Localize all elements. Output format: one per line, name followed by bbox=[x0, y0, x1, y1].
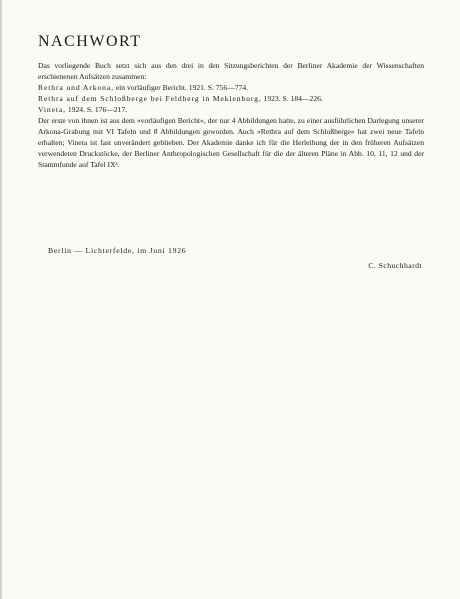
intro-paragraph: Das vorliegende Buch setzt sich aus den drei in den Sitzungsberichten der Berliner Akademie der Wissenschaften erschienenen Aufsätzen zusammen: bbox=[38, 61, 424, 81]
entry-rethra-schlossberg bbox=[38, 93, 424, 104]
entry-title: Rethra und Arkona, bbox=[38, 83, 114, 92]
entry-title: Rethra auf dem Schloßberge bei Feldberg in Meklenburg, bbox=[38, 94, 262, 103]
entry-details: 1923. S. 184—226. bbox=[261, 94, 323, 103]
entry-details: 1924. S. 176—217. bbox=[65, 105, 128, 114]
signature-row bbox=[48, 246, 424, 270]
place-date: Berlin — Lichterfelde, im Juni 1926 bbox=[48, 246, 187, 255]
entry-title: Vineta, bbox=[38, 105, 66, 114]
page-heading: NACHWORT bbox=[38, 33, 142, 50]
entry-details: ein vorläufiger Bericht. 1921. S. 756—774. bbox=[113, 83, 249, 92]
entry-vineta bbox=[38, 104, 424, 115]
page-edge bbox=[0, 0, 3, 599]
author-name: C. Schuchhardt bbox=[368, 261, 422, 270]
afterword-body bbox=[38, 60, 424, 170]
entry-rethra-arkona bbox=[38, 82, 424, 93]
main-paragraph: Der erste von ihnen ist aus dem »vorläufigen Bericht«, der nur 4 Abbildungen hatte, zu einer ausführlichen Darlegung unserer Arkona-Grabung mit VI Tafeln und 8 Abbildungen geworden. Auch »Rethra auf dem Schloßberge« hat zwei neue Tafeln erhalten; Vineta ist fast unverändert geblieben. Der Akademie danke ich für die Herleihung der in den früheren Aufsätzen verwendeten Druckstöcke, der Berliner Anthropologischen Gesellschaft für die der älteren Pläne in Abb. 10, 11, 12 und der Stammfunde auf Tafel IXᵃ. bbox=[38, 116, 424, 169]
